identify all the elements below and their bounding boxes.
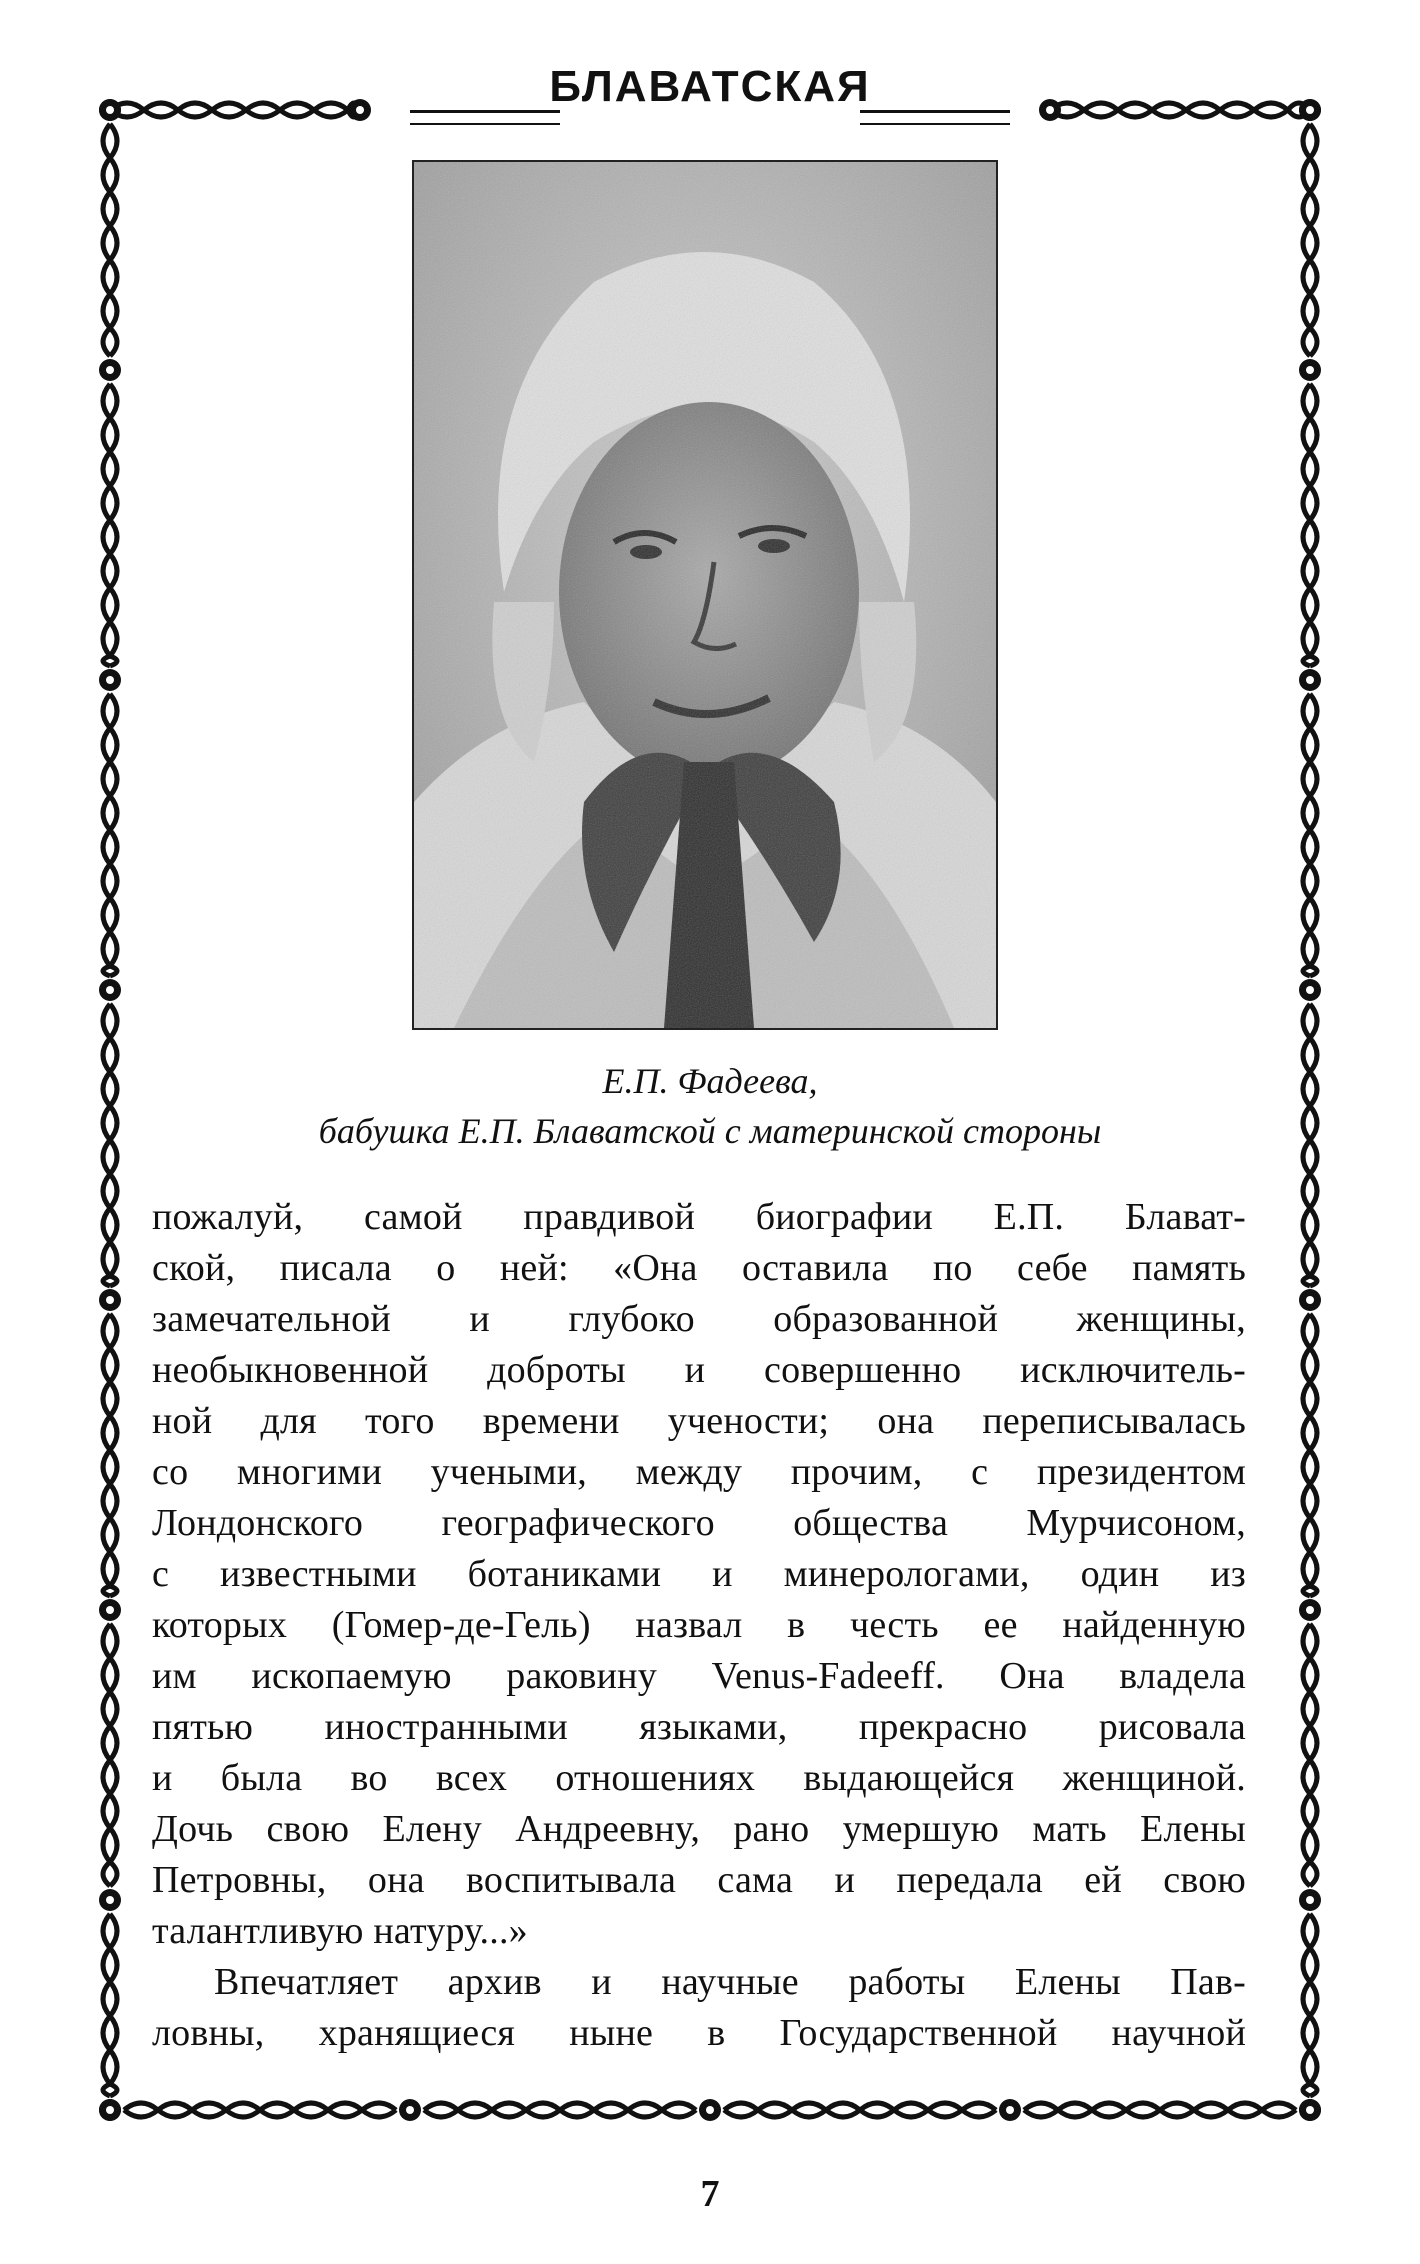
frame-bead: [99, 1289, 121, 1311]
frame-bead-highlight: [1306, 986, 1314, 994]
text-line: ской, писала о ней: «Она оставила по себе память: [152, 1247, 1246, 1289]
frame-bead-highlight: [1306, 1896, 1314, 1904]
frame-rope: [1303, 1004, 1310, 1286]
body-text: [152, 1192, 1246, 2059]
frame-bead: [99, 2099, 121, 2121]
text-line: замечательной и глубоко образованной женщины,: [152, 1298, 1246, 1340]
frame-rope: [103, 1004, 110, 1286]
frame-bead: [99, 2099, 121, 2121]
frame-rope: [1303, 1624, 1310, 1886]
frame-rope: [110, 1624, 117, 1886]
frame-bead-highlight: [406, 2106, 414, 2114]
frame-bead: [99, 1599, 121, 1621]
frame-rope: [1024, 2110, 1296, 2117]
frame-bead: [99, 669, 121, 691]
frame-rope: [1310, 1314, 1317, 1596]
frame-rope: [1310, 384, 1317, 666]
frame-rope: [424, 2103, 696, 2110]
frame-bead: [1299, 1889, 1321, 1911]
frame-bead: [1299, 2099, 1321, 2121]
frame-rope: [1310, 1914, 1317, 2096]
photo-caption-name: Е.П. Фадеева,: [602, 1061, 818, 1101]
page-title: БЛАВАТСКАЯ: [549, 62, 871, 111]
portrait-illustration: [414, 162, 996, 1028]
frame-bead-highlight: [106, 1606, 114, 1614]
frame-rope: [124, 2103, 396, 2110]
frame-rope: [424, 2110, 696, 2117]
frame-rope: [110, 384, 117, 666]
frame-rope: [1303, 1314, 1310, 1596]
frame-bead: [1299, 359, 1321, 381]
frame-rope: [110, 1004, 117, 1286]
page-number: 7: [700, 2173, 720, 2215]
frame-bead-highlight: [1306, 366, 1314, 374]
frame-rope: [124, 2110, 396, 2117]
frame-rope: [1310, 1004, 1317, 1286]
text-line: Лондонского географического общества Мурчисоном,: [152, 1502, 1246, 1544]
frame-rope: [103, 384, 110, 666]
frame-bead: [99, 359, 121, 381]
frame-bead: [1299, 979, 1321, 1001]
frame-rope: [103, 1624, 110, 1886]
text-line: Петровны, она воспитывала сама и передала ей свою: [152, 1859, 1246, 1901]
frame-rope: [1310, 124, 1317, 356]
text-line: Впечатляет архив и научные работы Елены Пав-: [214, 1961, 1246, 2003]
frame-rope: [1310, 1624, 1317, 1886]
header-rule-right: [860, 110, 1010, 125]
frame-bead: [1299, 669, 1321, 691]
frame-bead: [1299, 1599, 1321, 1621]
photo-caption-description: бабушка Е.П. Блаватской с материнской стороны: [318, 1111, 1102, 1151]
frame-rope: [110, 1914, 117, 2096]
frame-rope: [1310, 694, 1317, 976]
header-rule-left: [410, 110, 560, 125]
running-header: [0, 62, 1420, 122]
frame-bead-highlight: [106, 2106, 114, 2114]
frame-bead: [1299, 2099, 1321, 2121]
frame-bead: [99, 979, 121, 1001]
frame-bead-highlight: [106, 676, 114, 684]
frame-bead: [999, 2099, 1021, 2121]
text-line: пятью иностранными языками, прекрасно рисовала: [152, 1706, 1246, 1748]
frame-bead: [699, 2099, 721, 2121]
frame-bead-highlight: [106, 986, 114, 994]
frame-bead: [399, 2099, 421, 2121]
text-line: которых (Гомер-де-Гель) назвал в честь ее найденную: [152, 1604, 1246, 1646]
frame-rope: [110, 124, 117, 356]
frame-bead-highlight: [1006, 2106, 1014, 2114]
frame-bead-highlight: [106, 366, 114, 374]
frame-rope: [103, 124, 110, 356]
frame-bead-highlight: [706, 2106, 714, 2114]
frame-rope: [1303, 124, 1310, 356]
frame-rope: [1303, 1914, 1310, 2096]
text-line: ной для того времени учености; она переписывалась: [152, 1400, 1246, 1442]
frame-rope: [1303, 694, 1310, 976]
frame-rope: [103, 1314, 110, 1596]
frame-bead-highlight: [1306, 1606, 1314, 1614]
frame-rope: [724, 2103, 996, 2110]
frame-bead-highlight: [106, 1896, 114, 1904]
text-line: с известными ботаниками и минерологами, один из: [152, 1553, 1246, 1595]
text-line: им ископаемую раковину Venus-Fadeeff. Она владела: [152, 1655, 1246, 1697]
text-line: пожалуй, самой правдивой биографии Е.П. Блават-: [152, 1196, 1246, 1238]
text-line: необыкновенной доброты и совершенно исключитель-: [152, 1349, 1246, 1391]
frame-rope: [724, 2110, 996, 2117]
frame-rope: [103, 694, 110, 976]
frame-bead: [1299, 1289, 1321, 1311]
frame-bead-highlight: [1306, 2106, 1314, 2114]
frame-bead-highlight: [106, 2106, 114, 2114]
frame-rope: [110, 694, 117, 976]
frame-bead-highlight: [1306, 2106, 1314, 2114]
frame-rope: [1024, 2103, 1296, 2110]
frame-bead: [99, 1889, 121, 1911]
frame-bead-highlight: [106, 1296, 114, 1304]
frame-rope: [1303, 384, 1310, 666]
frame-bead-highlight: [1306, 676, 1314, 684]
text-line: Дочь свою Елену Андреевну, рано умершую мать Елены: [152, 1808, 1246, 1850]
text-line: ловны, хранящиеся ныне в Государственной научной: [152, 2012, 1246, 2054]
portrait-photo: [412, 160, 998, 1030]
text-line: талантливую натуру...»: [152, 1910, 528, 1952]
text-line: со многими учеными, между прочим, с президентом: [152, 1451, 1246, 1493]
frame-rope: [103, 1914, 110, 2096]
frame-rope: [110, 1314, 117, 1596]
text-line: и была во всех отношениях выдающейся женщиной.: [152, 1757, 1246, 1799]
frame-bead-highlight: [1306, 1296, 1314, 1304]
